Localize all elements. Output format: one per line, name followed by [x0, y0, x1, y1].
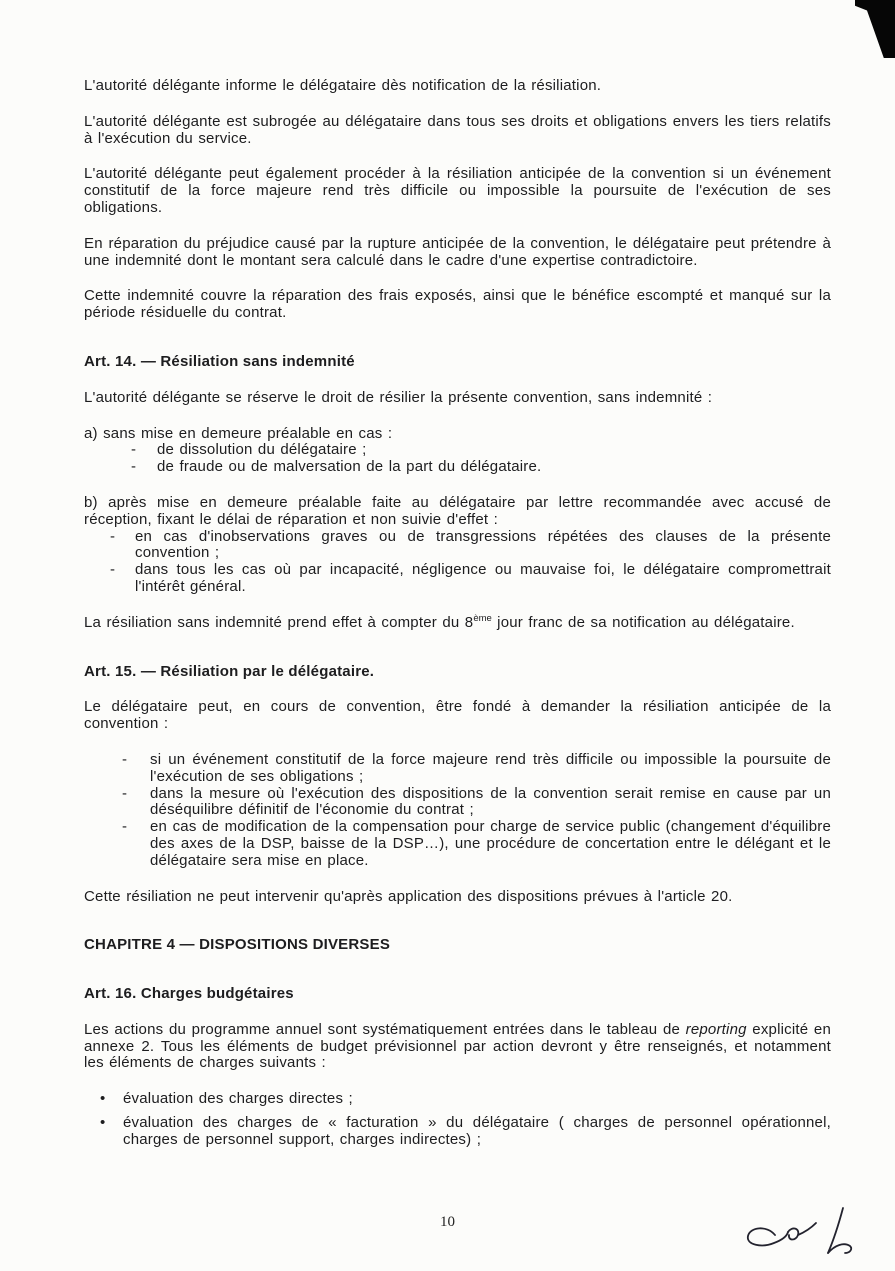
list-item	[84, 1115, 831, 1149]
page-number: 10	[440, 1214, 455, 1230]
paragraph-benefice: Cette indemnité couvre la réparation des frais exposés, ainsi que le bénéfice escompté et manqué sur la période résiduelle du contrat.	[84, 287, 831, 322]
article-15-intro: Le délégataire peut, en cours de convention, être fondé à demander la résiliation anticipée de la convention :	[84, 698, 831, 733]
scan-artifact-corner	[855, 0, 895, 58]
article-16-intro	[84, 1022, 831, 1072]
article-16-heading: Art. 16. Charges budgétaires	[84, 985, 294, 1003]
page-content	[84, 78, 831, 1168]
dash-marker: -	[110, 527, 116, 545]
text-run: explicité en annexe 2. Tous les éléments de budget prévisionnel par action devront y être renseignés, et notamment les éléments de charges suivants :	[84, 1020, 832, 1072]
list-item-text: si un événement constitutif de la force majeure rend très difficile ou impossible la poursuite de l'exécution de ses obligations ;	[150, 750, 831, 785]
list-a	[84, 426, 831, 476]
list-item	[84, 819, 831, 869]
list-b-label: b) après mise en demeure préalable faite au délégataire par lettre recommandée avec accusé de réception, fixant le délai de réparation et non suivie d'effet :	[84, 493, 831, 528]
text-run: La résiliation sans indemnité prend effet à compter du 8	[84, 613, 474, 631]
dash-marker: -	[122, 784, 128, 802]
list-item	[84, 529, 831, 563]
text-run: Les actions du programme annuel sont systématiquement entrées dans le tableau de	[84, 1020, 686, 1038]
paragraph-subrogation: L'autorité délégante est subrogée au délégataire dans tous ses droits et obligations envers les tiers relatifs à l'exécution du service.	[84, 112, 831, 147]
list-item-text: dans la mesure où l'exécution des dispositions de la convention serait remise en cause par un déséquilibre définitif de l'économie du contrat ;	[150, 784, 831, 819]
article-16-list	[84, 1091, 831, 1148]
article-14-heading: Art. 14. — Résiliation sans indemnité	[84, 352, 355, 370]
article-15-heading: Art. 15. — Résiliation par le délégataire.	[84, 662, 375, 680]
list-item-text: évaluation des charges de « facturation » du délégataire ( charges de personnel opérationnel, charges de personnel support, charges indirectes) ;	[123, 1114, 831, 1148]
article-15-closing: Cette résiliation ne peut intervenir qu'après application des dispositions prévues à l'article 20.	[84, 887, 733, 905]
article-14-closing	[84, 612, 831, 632]
dash-marker: -	[110, 561, 116, 579]
paragraph-indemnite: En réparation du préjudice causé par la rupture anticipée de la convention, le délégataire peut prétendre à une indemnité dont le montant sera calculé dans le cadre d'une expertise contradictoire.	[84, 234, 831, 269]
paragraph-force-majeure: L'autorité délégante peut également procéder à la résiliation anticipée de la convention si un événement constitutif de la force majeure rend très difficile ou impossible la poursuite de l'exécution de ses obligations.	[84, 165, 831, 216]
list-item	[84, 442, 831, 459]
bullet-marker: •	[100, 1114, 106, 1132]
list-item	[84, 786, 831, 820]
paragraph-notification: L'autorité délégante informe le délégataire dès notification de la résiliation.	[84, 77, 602, 94]
bullet-marker: •	[100, 1090, 106, 1108]
article-15-list	[84, 752, 831, 870]
text-run: jour franc de sa notification au délégataire.	[491, 613, 795, 631]
list-item-text: de fraude ou de malversation de la part du délégataire.	[157, 458, 542, 476]
list-item	[84, 1091, 831, 1108]
list-item-text: évaluation des charges directes ;	[123, 1090, 353, 1108]
list-item-text: en cas d'inobservations graves ou de transgressions répétées des clauses de la présente convention ;	[135, 527, 831, 562]
handwritten-initials	[737, 1201, 869, 1261]
list-item	[84, 752, 831, 786]
dash-marker: -	[122, 750, 128, 768]
article-14-intro: L'autorité délégante se réserve le droit de résilier la présente convention, sans indemnité :	[84, 388, 713, 406]
list-item-text: dans tous les cas où par incapacité, négligence ou mauvaise foi, le délégataire compromettrait l'intérêt général.	[135, 561, 831, 595]
ordinal-superscript: ème	[473, 612, 492, 624]
list-a-label: a) sans mise en demeure préalable en cas :	[84, 424, 393, 442]
dash-marker: -	[131, 441, 137, 459]
chapter-4-heading: CHAPITRE 4 — DISPOSITIONS DIVERSES	[84, 936, 391, 954]
list-item	[84, 562, 831, 596]
italic-term: reporting	[685, 1020, 747, 1038]
list-b	[84, 495, 831, 596]
list-item-text: en cas de modification de la compensation pour charge de service public (changement d'équilibre des axes de la DSP, baisse de la DSP…), une procédure de concertation entre le délégant et le délégataire sera mise en place.	[150, 818, 831, 869]
dash-marker: -	[131, 458, 137, 476]
list-item-text: de dissolution du délégataire ;	[157, 441, 367, 459]
dash-marker: -	[122, 818, 128, 836]
list-item	[84, 459, 831, 476]
